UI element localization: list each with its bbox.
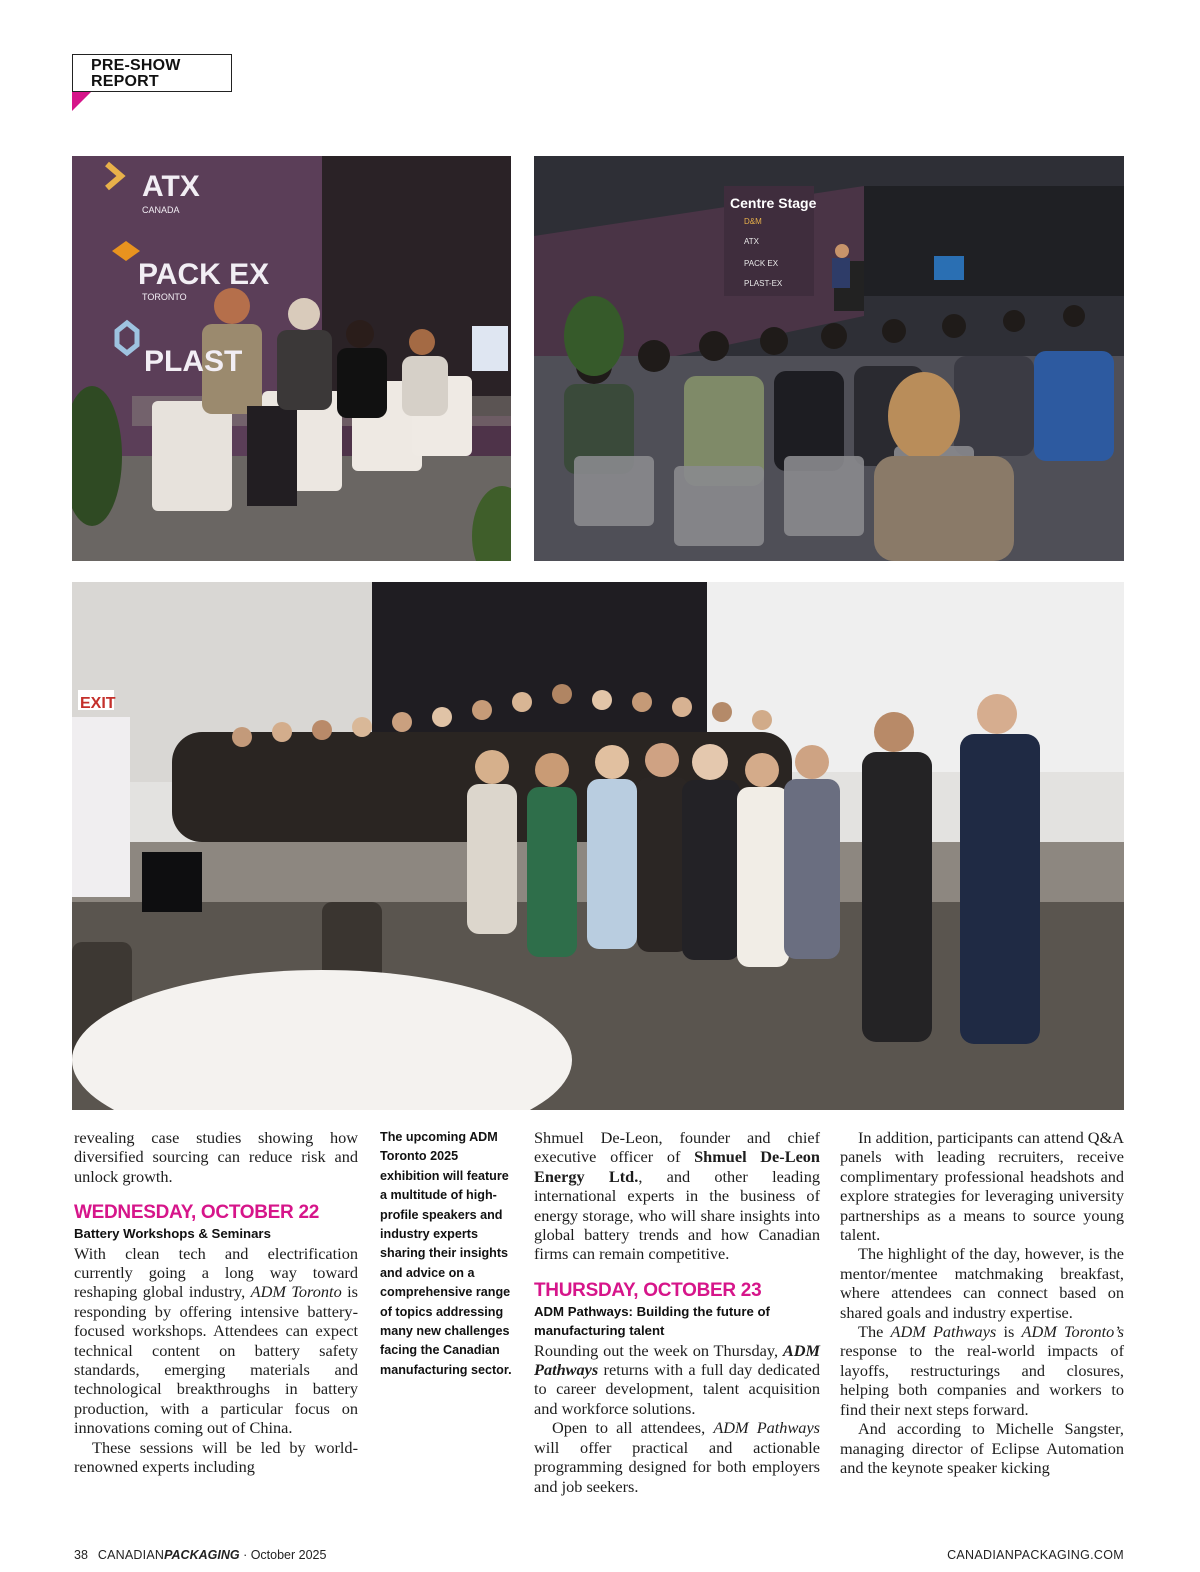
stage-sign-title: Centre Stage (730, 195, 817, 211)
col3-paragraph-2 (534, 1341, 820, 1419)
col3-paragraph-3 (534, 1418, 820, 1496)
col4-p3-b: is (996, 1322, 1022, 1342)
footer-website: CANADIANPACKAGING.COM (947, 1548, 1124, 1562)
heading-wednesday: WEDNESDAY, OCTOBER 22 (74, 1202, 319, 1224)
pull-quote-text: The upcoming ADM Toronto 2025 exhibition will feature a multitude of high-profile speakers and industry experts sharing their insights and advice on a comprehensive range of topics addressing many new challenges facing the Canadian manufacturing sector. (380, 1130, 512, 1377)
publication-name-part1: CANADIAN (97, 1548, 165, 1562)
col1-p2-em: ADM Toronto (250, 1282, 342, 1302)
pull-quote (380, 1128, 512, 1380)
col3-p3-b: will offer practical and actionable programming designed for both employers and job seekers. (534, 1437, 820, 1496)
signage-plast: PLAST (144, 345, 243, 378)
col4-p3-em1: ADM Pathways (890, 1322, 997, 1342)
col4-paragraph-3 (840, 1322, 1124, 1419)
photo-panel-discussion (72, 156, 511, 561)
col1-paragraph-1: revealing case studies showing how diversified sourcing can reduce risk and unlock growth. (74, 1128, 358, 1186)
stage-sign-brand-atx: ATX (744, 237, 759, 246)
col3-p3-em: ADM Pathways (713, 1418, 821, 1438)
col4-paragraph-4: And according to Michelle Sangster, managing director of Eclipse Automation and the keynote speaker kicking (840, 1419, 1124, 1477)
col1-p2-text: With clean tech and electrification currently going a long way toward reshaping global industry, (74, 1243, 358, 1302)
col4-paragraph-1: In addition, participants can attend Q&A panels with leading recruiters, receive complimentary professional headshots and explore strategies for leveraging university partnerships as a means to source young talent. (840, 1128, 1124, 1245)
section-tag-label: PRE-SHOW REPORT (91, 57, 181, 90)
stage-sign-brand-dm: D&M (744, 217, 762, 226)
subheading-battery: Battery Workshops & Seminars (74, 1226, 271, 1242)
stage-sign-brand-plastex: PLAST-EX (744, 279, 783, 288)
page-number: 38 (74, 1548, 88, 1562)
col3-p2-strong: ADM Pathways (534, 1340, 820, 1380)
col1-p2-rest: is responding by offering intensive battery-focused workshops. Attendees can expect technical content on battery safety standards, emerging materials and technological breakthroughs in battery production, with a particular focus on innovations coming out of China. (74, 1282, 358, 1438)
heading-thursday: THURSDAY, OCTOBER 23 (534, 1279, 762, 1301)
col3-p2-b: returns with a full day dedicated to career development, talent acquisition and workforce solutions. (534, 1360, 820, 1418)
group-photo-illustration (72, 582, 1124, 1110)
footer-left (74, 1548, 326, 1562)
section-tag (72, 54, 232, 92)
col4-p3-em2: ADM Toronto’s (1021, 1322, 1124, 1342)
photo-group-attendees (72, 582, 1124, 1110)
col1-paragraph-3: These sessions will be led by world-renowned experts including (74, 1437, 358, 1477)
article-column-4 (840, 1128, 1124, 1477)
signage-atx: ATX (142, 170, 200, 203)
article-column-3 (534, 1128, 820, 1496)
article-column-1 (74, 1128, 358, 1477)
col3-paragraph-1 (534, 1128, 820, 1264)
audience-photo-illustration (534, 156, 1124, 561)
col3-p1-a: Shmuel De-Leon, founder and chief executive officer of (534, 1128, 820, 1167)
subheading-pathways: ADM Pathways: Building the future of manufacturing talent (534, 1303, 770, 1339)
col3-p1-b: , and other leading international experts in the business of energy storage, who will share insights into global battery trends and how Canadian firms can remain competitive. (534, 1166, 820, 1264)
panel-photo-illustration (72, 156, 511, 561)
col3-p3-a: Open to all attendees, (552, 1418, 714, 1438)
signage-toronto: TORONTO (142, 292, 187, 302)
signage-pack-ex: PACK EX (138, 258, 270, 291)
col4-p3-a: The (858, 1322, 891, 1342)
col4-p3-c: response to the real-world impacts of layoffs, restructurings and closures, helping both companies and workers to find their next steps forward. (840, 1341, 1124, 1419)
section-tag-corner (72, 92, 91, 111)
exit-sign: EXIT (80, 695, 116, 712)
col3-p2-a: Rounding out the week on Thursday, (534, 1340, 783, 1360)
col4-paragraph-2: The highlight of the day, however, is the mentor/mentee matchmaking breakfast, where attendees can connect based on shared goals and industry expertise. (840, 1244, 1124, 1322)
signage-canada: CANADA (142, 205, 180, 215)
col3-p1-company: Shmuel De-Leon Energy Ltd. (534, 1147, 820, 1186)
stage-sign-brand-packex: PACK EX (744, 259, 779, 268)
publication-name-part2: PACKAGING (164, 1548, 240, 1562)
photo-centre-stage-audience (534, 156, 1124, 561)
col1-paragraph-2 (74, 1244, 358, 1438)
issue-date: · October 2025 (243, 1548, 327, 1562)
